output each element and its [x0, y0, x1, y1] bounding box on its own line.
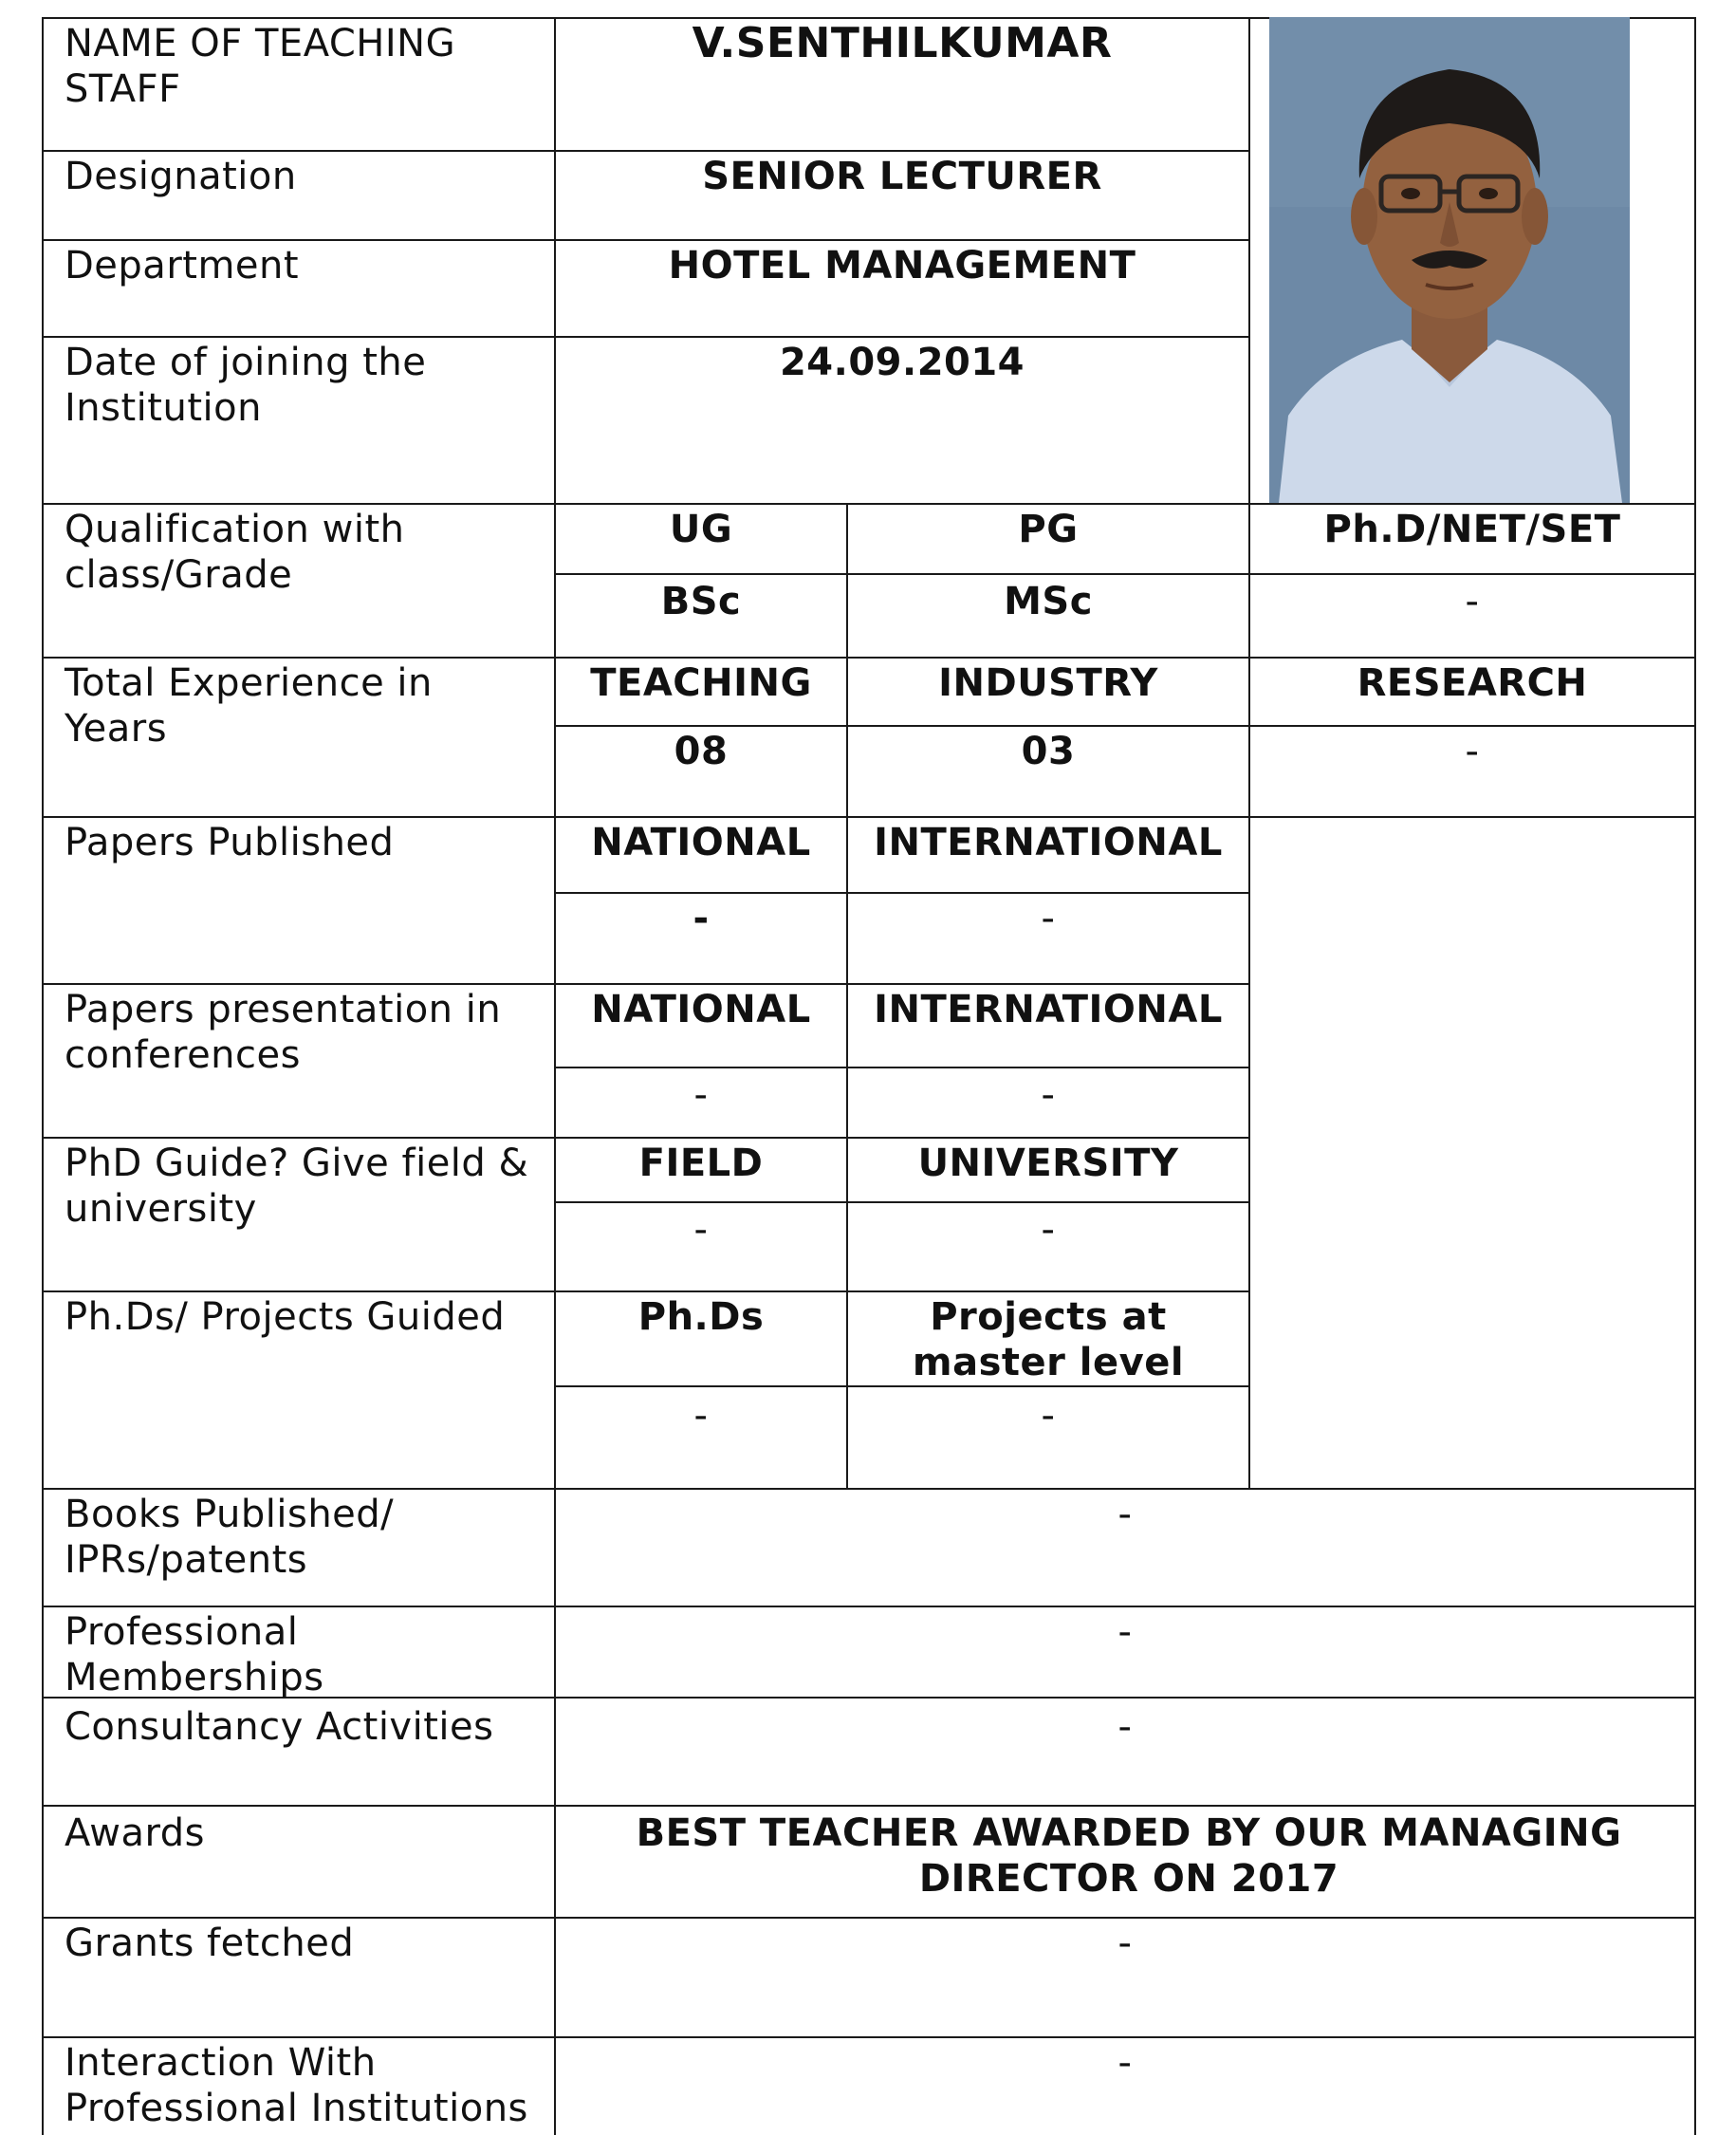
phd-guide-university-value: -	[1041, 1208, 1056, 1252]
row-divider	[42, 816, 1694, 818]
guided-phds-header: Ph.Ds	[637, 1295, 765, 1339]
grants-value: -	[1117, 1922, 1133, 1965]
row-divider	[42, 503, 1694, 505]
experience-industry-value: 03	[1021, 730, 1076, 773]
joining-date-label: Date of joining the Institution	[65, 341, 427, 430]
department-value: HOTEL MANAGEMENT	[668, 244, 1136, 288]
portrait-image	[1269, 17, 1630, 503]
column-divider	[42, 17, 44, 2135]
papers-published-national-value: -	[693, 897, 710, 940]
experience-teaching-value: 08	[674, 730, 729, 773]
papers-presented-international-header: INTERNATIONAL	[874, 988, 1223, 1031]
experience-research-value: -	[1465, 730, 1480, 773]
staff-photo	[1269, 17, 1630, 503]
column-divider	[1694, 17, 1696, 2135]
row-divider	[554, 892, 1248, 894]
joining-date-value: 24.09.2014	[779, 341, 1025, 384]
qualification-ug-header: UG	[669, 508, 733, 551]
papers-presented-label: Papers presentation in conferences	[65, 988, 502, 1077]
memberships-value: -	[1117, 1610, 1133, 1654]
row-divider	[42, 1137, 1250, 1139]
papers-published-national-header: NATIONAL	[591, 821, 811, 864]
phd-guide-field-value: -	[693, 1208, 709, 1252]
papers-published-label: Papers Published	[65, 821, 395, 864]
awards-label: Awards	[65, 1811, 205, 1855]
books-value: -	[1117, 1493, 1133, 1536]
designation-label: Designation	[65, 155, 297, 198]
row-divider	[42, 150, 1250, 152]
row-divider	[554, 1067, 1248, 1068]
qualification-ug-value: BSc	[660, 580, 742, 623]
papers-presented-national-value: -	[693, 1073, 709, 1117]
guided-label: Ph.Ds/ Projects Guided	[65, 1295, 506, 1339]
staff-name: V.SENTHILKUMAR	[692, 19, 1113, 67]
papers-presented-international-value: -	[1041, 1073, 1056, 1117]
qualification-pg-header: PG	[1018, 508, 1079, 551]
interaction-value: -	[1117, 2041, 1133, 2085]
phd-guide-label: PhD Guide? Give field & university	[65, 1142, 529, 1231]
consultancy-label: Consultancy Activities	[65, 1705, 494, 1749]
row-divider	[42, 1917, 1694, 1919]
experience-industry-header: INDUSTRY	[938, 661, 1158, 705]
qualification-phd-header: Ph.D/NET/SET	[1323, 508, 1621, 551]
phd-guide-university-header: UNIVERSITY	[917, 1142, 1179, 1185]
row-divider	[42, 1805, 1694, 1807]
experience-research-header: RESEARCH	[1357, 661, 1588, 705]
row-divider	[42, 1290, 1250, 1292]
awards-value: BEST TEACHER AWARDED BY OUR MANAGING DIRECTOR ON 2017	[636, 1811, 1622, 1901]
row-divider	[554, 573, 1694, 575]
qualification-label: Qualification with class/Grade	[65, 508, 405, 597]
name-label: NAME OF TEACHING STAFF	[65, 22, 456, 111]
qualification-pg-value: MSc	[1004, 580, 1093, 623]
row-divider	[42, 1606, 1694, 1607]
designation-value: SENIOR LECTURER	[702, 155, 1102, 198]
consultancy-value: -	[1117, 1705, 1133, 1749]
experience-label: Total Experience in Years	[65, 661, 433, 751]
guided-projects-value: -	[1041, 1394, 1056, 1438]
row-divider	[554, 1385, 1248, 1387]
interaction-label: Interaction With Professional Institutions	[65, 2041, 528, 2130]
guided-phds-value: -	[693, 1394, 709, 1438]
row-divider	[42, 983, 1250, 985]
row-divider	[42, 2036, 1694, 2038]
row-divider	[42, 1488, 1694, 1490]
books-label: Books Published/ IPRs/patents	[65, 1493, 395, 1582]
department-label: Department	[65, 244, 300, 288]
phd-guide-field-header: FIELD	[638, 1142, 764, 1185]
papers-presented-national-header: NATIONAL	[591, 988, 811, 1031]
papers-published-international-value: -	[1041, 897, 1056, 940]
guided-projects-header: Projects at master level	[912, 1295, 1185, 1384]
papers-published-international-header: INTERNATIONAL	[874, 821, 1223, 864]
row-divider	[554, 1201, 1248, 1203]
row-divider	[554, 725, 1694, 727]
qualification-phd-value: -	[1465, 580, 1480, 623]
memberships-label: Professional Memberships	[65, 1610, 324, 1699]
row-divider	[42, 336, 1250, 338]
grants-label: Grants fetched	[65, 1922, 355, 1965]
row-divider	[42, 657, 1694, 659]
row-divider	[42, 239, 1250, 241]
experience-teaching-header: TEACHING	[590, 661, 812, 705]
